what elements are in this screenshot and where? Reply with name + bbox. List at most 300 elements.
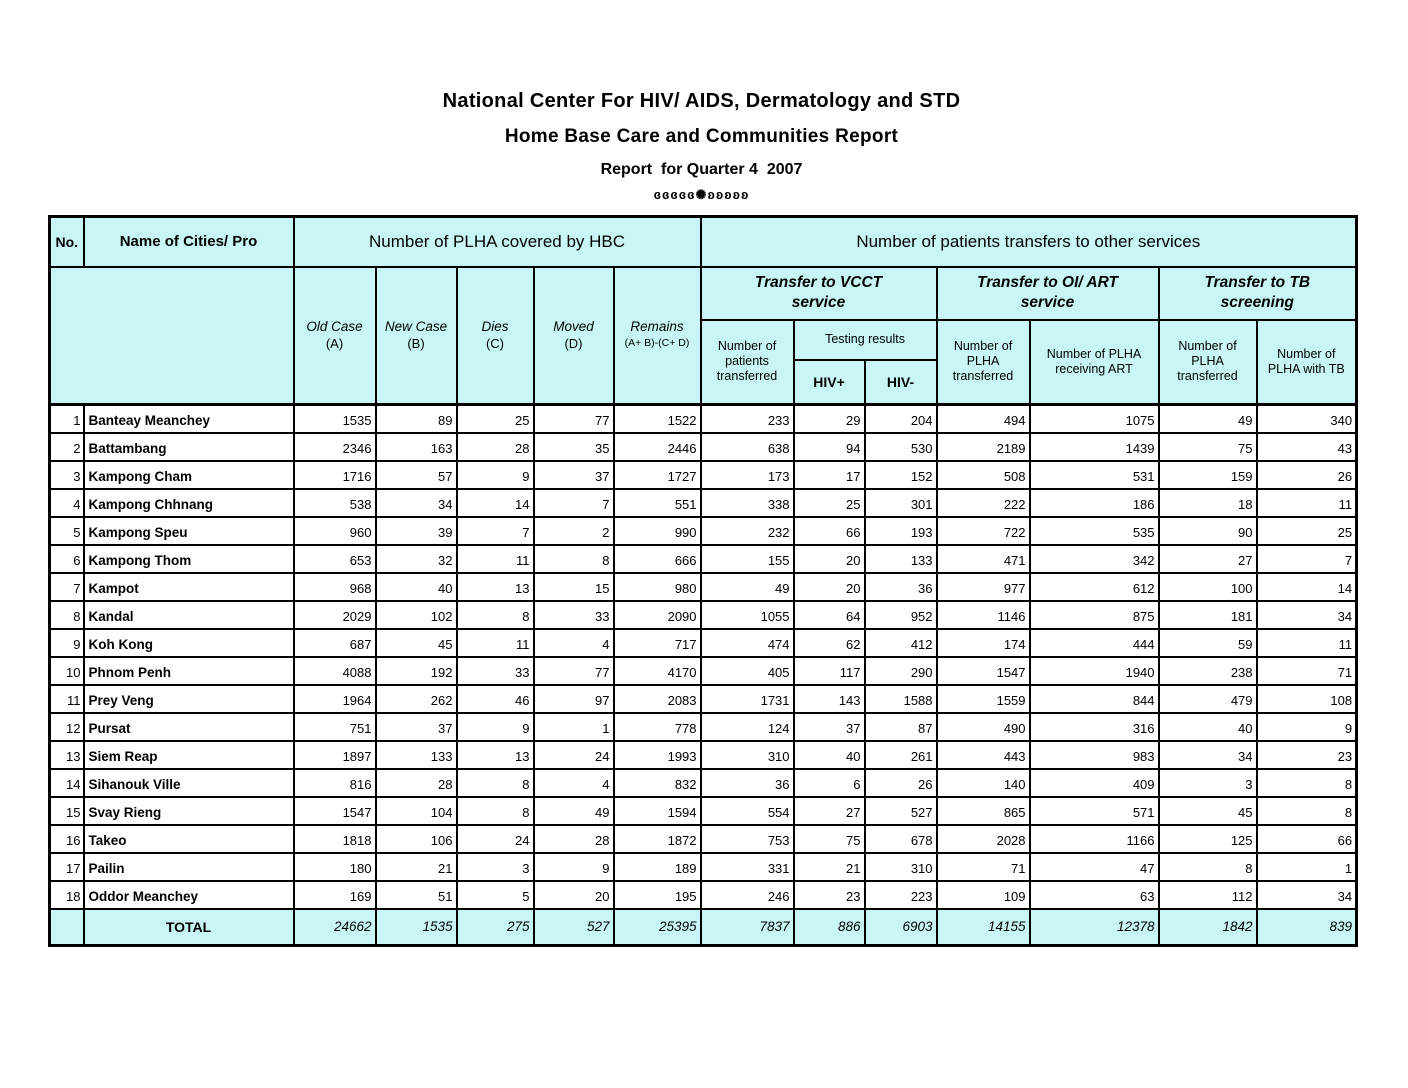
data-cell: 1872 — [614, 825, 701, 853]
data-cell: 409 — [1030, 769, 1159, 797]
row-number: 16 — [50, 825, 84, 853]
data-cell: 18 — [1159, 489, 1257, 517]
data-cell: 2083 — [614, 685, 701, 713]
data-cell: 310 — [701, 741, 794, 769]
data-cell: 33 — [457, 657, 534, 685]
data-cell: 108 — [1257, 685, 1357, 713]
row-number: 18 — [50, 881, 84, 909]
header-vcct-transferred: Number of patients transferred — [701, 320, 794, 405]
total-row — [50, 909, 1357, 946]
data-cell: 37 — [376, 713, 457, 741]
total-oi-transferred: 14155 — [937, 909, 1030, 946]
data-cell: 195 — [614, 881, 701, 909]
data-cell: 6 — [794, 769, 865, 797]
data-cell: 47 — [1030, 853, 1159, 881]
data-cell: 8 — [1159, 853, 1257, 881]
header-transfers-group: Number of patients transfers to other services — [701, 217, 1357, 267]
report-header — [48, 0, 1355, 203]
data-cell: 27 — [794, 797, 865, 825]
table-row — [50, 769, 1357, 797]
data-cell: 1818 — [294, 825, 376, 853]
data-cell: 28 — [376, 769, 457, 797]
header-vcct-group: Transfer to VCCT service — [701, 267, 937, 320]
data-cell: 232 — [701, 517, 794, 545]
table-row — [50, 713, 1357, 741]
data-cell: 34 — [1159, 741, 1257, 769]
data-cell: 34 — [1257, 881, 1357, 909]
data-cell: 174 — [937, 629, 1030, 657]
row-number: 12 — [50, 713, 84, 741]
data-cell: 844 — [1030, 685, 1159, 713]
data-cell: 71 — [937, 853, 1030, 881]
data-cell: 687 — [294, 629, 376, 657]
data-cell: 24 — [457, 825, 534, 853]
header-no: No. — [50, 217, 84, 267]
data-cell: 1559 — [937, 685, 1030, 713]
data-cell: 638 — [701, 433, 794, 461]
data-cell: 26 — [1257, 461, 1357, 489]
total-receiving-art: 12378 — [1030, 909, 1159, 946]
row-number: 14 — [50, 769, 84, 797]
data-cell: 9 — [457, 461, 534, 489]
data-cell: 2 — [534, 517, 614, 545]
data-cell: 8 — [457, 601, 534, 629]
report-page — [48, 0, 1355, 947]
data-cell: 49 — [701, 573, 794, 601]
city-name: Oddor Meanchey — [84, 881, 294, 909]
total-moved: 527 — [534, 909, 614, 946]
data-cell: 152 — [865, 461, 937, 489]
data-cell: 37 — [794, 713, 865, 741]
city-name: Kandal — [84, 601, 294, 629]
data-cell: 36 — [865, 573, 937, 601]
header-moved: Moved (D) — [534, 267, 614, 405]
data-cell: 4 — [534, 629, 614, 657]
total-old-case: 24662 — [294, 909, 376, 946]
data-cell: 222 — [937, 489, 1030, 517]
data-cell: 7 — [1257, 545, 1357, 573]
data-cell: 133 — [376, 741, 457, 769]
total-vcct-transferred: 7837 — [701, 909, 794, 946]
table-row — [50, 433, 1357, 461]
data-cell: 63 — [1030, 881, 1159, 909]
data-cell: 1588 — [865, 685, 937, 713]
data-cell: 1716 — [294, 461, 376, 489]
total-label: TOTAL — [84, 909, 294, 946]
table-row — [50, 881, 1357, 909]
city-name: Kampong Thom — [84, 545, 294, 573]
data-cell: 33 — [534, 601, 614, 629]
data-cell: 1731 — [701, 685, 794, 713]
table-row — [50, 461, 1357, 489]
data-cell: 28 — [534, 825, 614, 853]
data-cell: 653 — [294, 545, 376, 573]
data-cell: 186 — [1030, 489, 1159, 517]
data-cell: 1547 — [937, 657, 1030, 685]
data-cell: 173 — [701, 461, 794, 489]
data-cell: 535 — [1030, 517, 1159, 545]
data-cell: 100 — [1159, 573, 1257, 601]
total-tb-with: 839 — [1257, 909, 1357, 946]
city-name: Sihanouk Ville — [84, 769, 294, 797]
data-cell: 104 — [376, 797, 457, 825]
data-cell: 94 — [794, 433, 865, 461]
data-cell: 75 — [1159, 433, 1257, 461]
header-remains: Remains (A+ B)-(C+ D) — [614, 267, 701, 405]
data-cell: 1 — [1257, 853, 1357, 881]
table-body — [50, 405, 1357, 909]
city-name: Takeo — [84, 825, 294, 853]
table-row — [50, 741, 1357, 769]
data-cell: 9 — [534, 853, 614, 881]
table-row — [50, 573, 1357, 601]
data-cell: 316 — [1030, 713, 1159, 741]
data-cell: 968 — [294, 573, 376, 601]
data-cell: 338 — [701, 489, 794, 517]
data-cell: 35 — [534, 433, 614, 461]
data-cell: 59 — [1159, 629, 1257, 657]
city-name: Kampot — [84, 573, 294, 601]
row-number: 5 — [50, 517, 84, 545]
data-cell: 37 — [534, 461, 614, 489]
header-blank-cell — [50, 267, 294, 405]
data-cell: 125 — [1159, 825, 1257, 853]
table-row — [50, 517, 1357, 545]
data-cell: 983 — [1030, 741, 1159, 769]
table-header — [50, 217, 1357, 405]
data-cell: 554 — [701, 797, 794, 825]
data-cell: 9 — [1257, 713, 1357, 741]
data-cell: 816 — [294, 769, 376, 797]
data-cell: 106 — [376, 825, 457, 853]
data-cell: 530 — [865, 433, 937, 461]
header-plha-group: Number of PLHA covered by HBC — [294, 217, 701, 267]
row-number: 10 — [50, 657, 84, 685]
data-cell: 9 — [457, 713, 534, 741]
table-row — [50, 489, 1357, 517]
data-cell: 1897 — [294, 741, 376, 769]
data-cell: 717 — [614, 629, 701, 657]
data-cell: 25 — [1257, 517, 1357, 545]
data-cell: 71 — [1257, 657, 1357, 685]
city-name: Kampong Cham — [84, 461, 294, 489]
data-cell: 25 — [457, 405, 534, 433]
city-name: Kampong Chhnang — [84, 489, 294, 517]
data-cell: 193 — [865, 517, 937, 545]
row-number: 2 — [50, 433, 84, 461]
data-cell: 1727 — [614, 461, 701, 489]
header-dies: Dies (C) — [457, 267, 534, 405]
data-cell: 21 — [376, 853, 457, 881]
total-hiv-positive: 886 — [794, 909, 865, 946]
data-cell: 531 — [1030, 461, 1159, 489]
total-dies: 275 — [457, 909, 534, 946]
row-number: 6 — [50, 545, 84, 573]
data-cell: 490 — [937, 713, 1030, 741]
data-cell: 34 — [1257, 601, 1357, 629]
data-cell: 2029 — [294, 601, 376, 629]
data-cell: 832 — [614, 769, 701, 797]
data-cell: 8 — [457, 769, 534, 797]
header-hiv-negative: HIV- — [865, 360, 937, 405]
data-cell: 4 — [534, 769, 614, 797]
data-cell: 23 — [1257, 741, 1357, 769]
data-cell: 5 — [457, 881, 534, 909]
data-cell: 1535 — [294, 405, 376, 433]
data-cell: 27 — [1159, 545, 1257, 573]
table-row — [50, 629, 1357, 657]
data-cell: 21 — [794, 853, 865, 881]
row-number: 17 — [50, 853, 84, 881]
data-cell: 24 — [534, 741, 614, 769]
total-new-case: 1535 — [376, 909, 457, 946]
data-cell: 15 — [534, 573, 614, 601]
report-quarter: Report for Quarter 4 2007 — [600, 161, 803, 178]
data-cell: 753 — [701, 825, 794, 853]
data-cell: 551 — [614, 489, 701, 517]
report-table — [48, 215, 1358, 947]
data-cell: 87 — [865, 713, 937, 741]
data-cell: 479 — [1159, 685, 1257, 713]
data-cell: 8 — [1257, 769, 1357, 797]
data-cell: 678 — [865, 825, 937, 853]
data-cell: 140 — [937, 769, 1030, 797]
data-cell: 28 — [457, 433, 534, 461]
city-name: Battambang — [84, 433, 294, 461]
header-name: Name of Cities/ Pro — [84, 217, 294, 267]
data-cell: 875 — [1030, 601, 1159, 629]
total-tb-transferred: 1842 — [1159, 909, 1257, 946]
city-name: Pursat — [84, 713, 294, 741]
table-row — [50, 685, 1357, 713]
data-cell: 17 — [794, 461, 865, 489]
data-cell: 49 — [1159, 405, 1257, 433]
data-cell: 89 — [376, 405, 457, 433]
data-cell: 1166 — [1030, 825, 1159, 853]
data-cell: 527 — [865, 797, 937, 825]
report-subtitle: Home Base Care and Communities Report — [504, 126, 899, 147]
header-tb-group: Transfer to TB screening — [1159, 267, 1357, 320]
city-name: Prey Veng — [84, 685, 294, 713]
data-cell: 14 — [457, 489, 534, 517]
row-number: 7 — [50, 573, 84, 601]
data-cell: 62 — [794, 629, 865, 657]
data-cell: 11 — [457, 545, 534, 573]
data-cell: 778 — [614, 713, 701, 741]
total-blank-cell — [50, 909, 84, 946]
data-cell: 45 — [376, 629, 457, 657]
data-cell: 40 — [794, 741, 865, 769]
table-row — [50, 797, 1357, 825]
data-cell: 155 — [701, 545, 794, 573]
data-cell: 20 — [794, 573, 865, 601]
data-cell: 865 — [937, 797, 1030, 825]
data-cell: 204 — [865, 405, 937, 433]
ornament-divider: ɞɞɞɞɞ✺ʚʚʚʚʚ — [653, 187, 750, 202]
data-cell: 290 — [865, 657, 937, 685]
data-cell: 980 — [614, 573, 701, 601]
data-cell: 64 — [794, 601, 865, 629]
table-row — [50, 601, 1357, 629]
table-row — [50, 405, 1357, 433]
header-oi-art-group: Transfer to OI/ ART service — [937, 267, 1159, 320]
data-cell: 666 — [614, 545, 701, 573]
data-cell: 1146 — [937, 601, 1030, 629]
header-tb-transferred: Number of PLHA transferred — [1159, 320, 1257, 405]
table-row — [50, 853, 1357, 881]
data-cell: 238 — [1159, 657, 1257, 685]
table-row — [50, 657, 1357, 685]
data-cell: 189 — [614, 853, 701, 881]
header-hiv-positive: HIV+ — [794, 360, 865, 405]
table-row — [50, 825, 1357, 853]
city-name: Pailin — [84, 853, 294, 881]
data-cell: 960 — [294, 517, 376, 545]
data-cell: 301 — [865, 489, 937, 517]
data-cell: 2090 — [614, 601, 701, 629]
data-cell: 412 — [865, 629, 937, 657]
data-cell: 310 — [865, 853, 937, 881]
data-cell: 90 — [1159, 517, 1257, 545]
data-cell: 45 — [1159, 797, 1257, 825]
header-tb-with: Number of PLHA with TB — [1257, 320, 1357, 405]
data-cell: 13 — [457, 741, 534, 769]
data-cell: 40 — [1159, 713, 1257, 741]
row-number: 13 — [50, 741, 84, 769]
data-cell: 57 — [376, 461, 457, 489]
data-cell: 46 — [457, 685, 534, 713]
data-cell: 223 — [865, 881, 937, 909]
data-cell: 66 — [794, 517, 865, 545]
data-cell: 163 — [376, 433, 457, 461]
header-old-case: Old Case (A) — [294, 267, 376, 405]
data-cell: 952 — [865, 601, 937, 629]
data-cell: 2346 — [294, 433, 376, 461]
row-number: 1 — [50, 405, 84, 433]
data-cell: 1439 — [1030, 433, 1159, 461]
header-new-case: New Case (B) — [376, 267, 457, 405]
data-cell: 990 — [614, 517, 701, 545]
data-cell: 102 — [376, 601, 457, 629]
report-title: National Center For HIV/ AIDS, Dermatology and STD — [442, 90, 961, 112]
data-cell: 1 — [534, 713, 614, 741]
data-cell: 25 — [794, 489, 865, 517]
data-cell: 471 — [937, 545, 1030, 573]
data-cell: 1964 — [294, 685, 376, 713]
data-cell: 8 — [534, 545, 614, 573]
city-name: Koh Kong — [84, 629, 294, 657]
data-cell: 36 — [701, 769, 794, 797]
data-cell: 13 — [457, 573, 534, 601]
data-cell: 342 — [1030, 545, 1159, 573]
data-cell: 14 — [1257, 573, 1357, 601]
data-cell: 11 — [1257, 629, 1357, 657]
data-cell: 2446 — [614, 433, 701, 461]
data-cell: 51 — [376, 881, 457, 909]
data-cell: 443 — [937, 741, 1030, 769]
city-name: Phnom Penh — [84, 657, 294, 685]
data-cell: 143 — [794, 685, 865, 713]
data-cell: 331 — [701, 853, 794, 881]
data-cell: 169 — [294, 881, 376, 909]
data-cell: 109 — [937, 881, 1030, 909]
row-number: 15 — [50, 797, 84, 825]
data-cell: 261 — [865, 741, 937, 769]
data-cell: 1993 — [614, 741, 701, 769]
data-cell: 4088 — [294, 657, 376, 685]
data-cell: 4170 — [614, 657, 701, 685]
data-cell: 3 — [1159, 769, 1257, 797]
data-cell: 112 — [1159, 881, 1257, 909]
data-cell: 8 — [457, 797, 534, 825]
data-cell: 3 — [457, 853, 534, 881]
table-row — [50, 545, 1357, 573]
data-cell: 11 — [457, 629, 534, 657]
header-oi-transferred: Number of PLHA transferred — [937, 320, 1030, 405]
data-cell: 49 — [534, 797, 614, 825]
data-cell: 23 — [794, 881, 865, 909]
data-cell: 1055 — [701, 601, 794, 629]
data-cell: 34 — [376, 489, 457, 517]
data-cell: 77 — [534, 405, 614, 433]
city-name: Banteay Meanchey — [84, 405, 294, 433]
row-number: 3 — [50, 461, 84, 489]
data-cell: 2028 — [937, 825, 1030, 853]
header-receiving-art: Number of PLHA receiving ART — [1030, 320, 1159, 405]
row-number: 9 — [50, 629, 84, 657]
total-hiv-negative: 6903 — [865, 909, 937, 946]
data-cell: 26 — [865, 769, 937, 797]
data-cell: 20 — [794, 545, 865, 573]
header-testing-results: Testing results — [794, 320, 937, 360]
data-cell: 77 — [534, 657, 614, 685]
row-number: 8 — [50, 601, 84, 629]
data-cell: 233 — [701, 405, 794, 433]
data-cell: 1594 — [614, 797, 701, 825]
data-cell: 29 — [794, 405, 865, 433]
data-cell: 7 — [457, 517, 534, 545]
data-cell: 66 — [1257, 825, 1357, 853]
data-cell: 192 — [376, 657, 457, 685]
total-remains: 25395 — [614, 909, 701, 946]
data-cell: 97 — [534, 685, 614, 713]
row-number: 4 — [50, 489, 84, 517]
data-cell: 20 — [534, 881, 614, 909]
data-cell: 977 — [937, 573, 1030, 601]
data-cell: 75 — [794, 825, 865, 853]
data-cell: 474 — [701, 629, 794, 657]
city-name: Svay Rieng — [84, 797, 294, 825]
data-cell: 7 — [534, 489, 614, 517]
data-cell: 1075 — [1030, 405, 1159, 433]
data-cell: 340 — [1257, 405, 1357, 433]
data-cell: 1547 — [294, 797, 376, 825]
data-cell: 751 — [294, 713, 376, 741]
data-cell: 612 — [1030, 573, 1159, 601]
data-cell: 722 — [937, 517, 1030, 545]
city-name: Siem Reap — [84, 741, 294, 769]
data-cell: 11 — [1257, 489, 1357, 517]
data-cell: 133 — [865, 545, 937, 573]
data-cell: 571 — [1030, 797, 1159, 825]
data-cell: 508 — [937, 461, 1030, 489]
data-cell: 181 — [1159, 601, 1257, 629]
data-cell: 124 — [701, 713, 794, 741]
data-cell: 405 — [701, 657, 794, 685]
data-cell: 39 — [376, 517, 457, 545]
data-cell: 494 — [937, 405, 1030, 433]
data-cell: 1940 — [1030, 657, 1159, 685]
